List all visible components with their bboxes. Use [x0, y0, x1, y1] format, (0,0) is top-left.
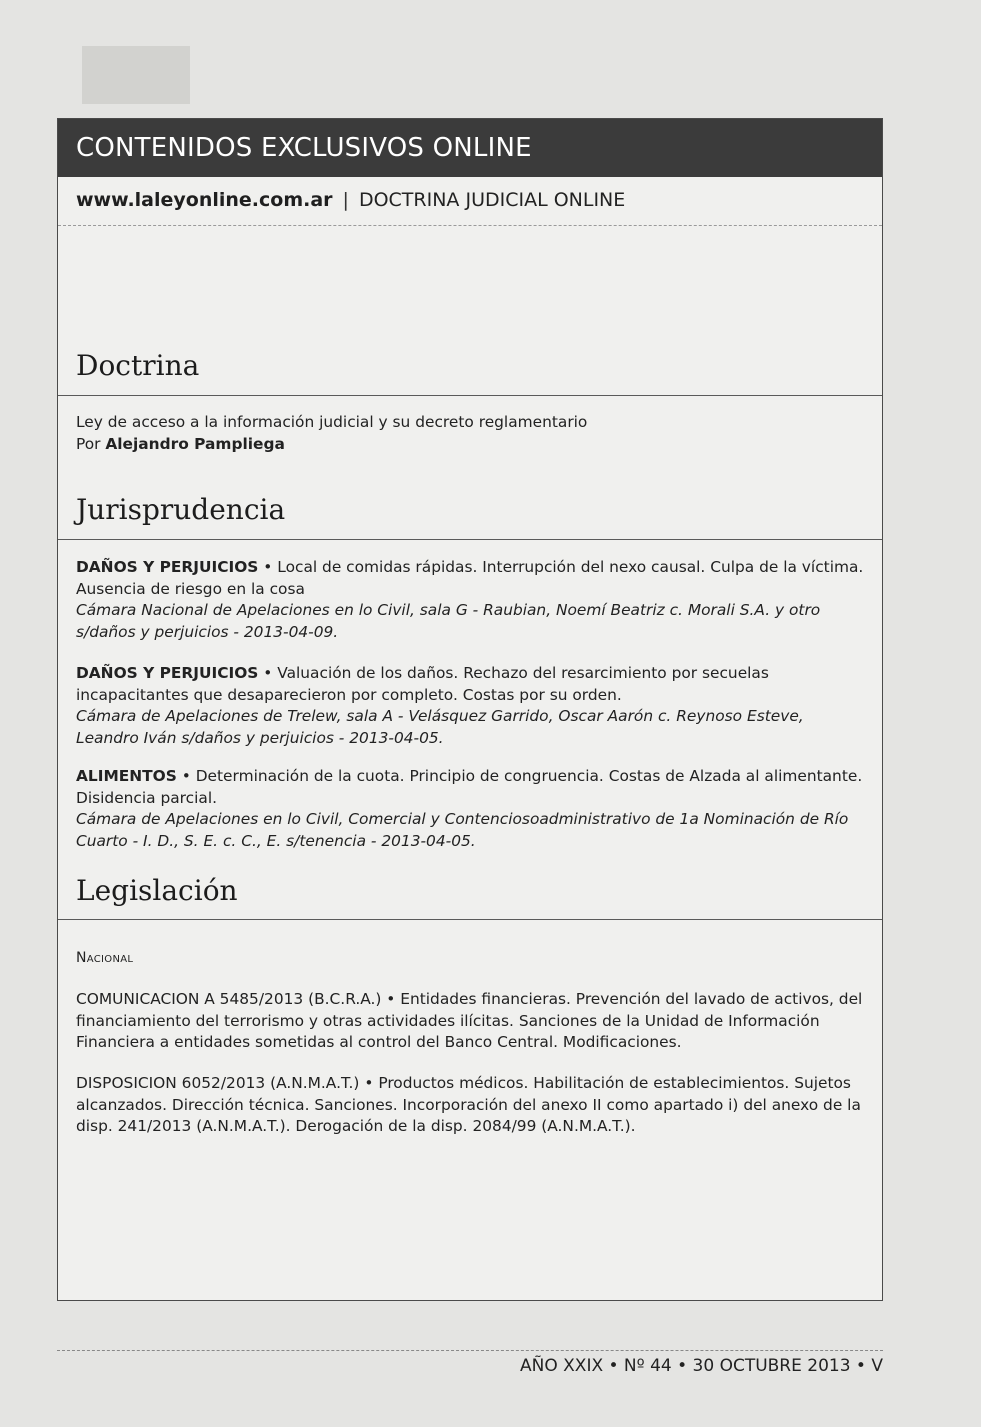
- entry-topic: DAÑOS Y PERJUICIOS: [76, 558, 259, 576]
- entry-court: Cámara Nacional de Apelaciones en lo Civil, sala G - Raubian, Noemí Beatriz c. Morali S.A. y otro s/daños y perjuicios - 2013-04-09.: [76, 601, 821, 641]
- box-header: [58, 119, 882, 177]
- entry-summary: Local de comidas rápidas. Interrupción del nexo causal. Culpa de la víctima. Ausencia de riesgo en la cosa: [76, 558, 864, 598]
- website-link[interactable]: www.laleyonline.com.ar: [76, 189, 333, 211]
- jurisprudencia-entry-3[interactable]: [76, 766, 868, 852]
- entry-summary: Determinación de la cuota. Principio de congruencia. Costas de Alzada al alimentante. Disidencia parcial.: [76, 767, 863, 807]
- bullet: •: [381, 990, 401, 1008]
- norm-summary: Entidades financieras. Prevención del lavado de activos, del financiamiento del terrorismo y otras actividades ilícitas. Sanciones de la Unidad de Información Financiera a entidades sometidas al control del Banco Central. Modificaciones.: [76, 990, 863, 1051]
- doctrina-author-line: [76, 434, 868, 456]
- norm-title: DISPOSICION 6052/2013 (A.N.M.A.T.): [76, 1074, 360, 1092]
- legislacion-entry-2[interactable]: [76, 1073, 868, 1138]
- entry-court: Cámara de Apelaciones en lo Civil, Comercial y Contenciosoadministrativo de 1a Nominación de Río Cuarto - I. D., S. E. c. C., E. s/tenencia - 2013-04-05.: [76, 810, 849, 850]
- bullet: •: [258, 558, 278, 576]
- entry-topic: ALIMENTOS: [76, 767, 177, 785]
- legislacion-entry-1[interactable]: [76, 989, 868, 1054]
- author-name: Alejandro Pampliega: [105, 434, 285, 453]
- page-footer: AÑO XXIX • Nº 44 • 30 OCTUBRE 2013 • V: [520, 1356, 883, 1376]
- doctrina-entry: [76, 412, 868, 455]
- jurisprudencia-rule: [58, 539, 882, 540]
- bullet: •: [176, 767, 196, 785]
- box-title: CONTENIDOS EXCLUSIVOS ONLINE: [76, 133, 532, 163]
- entry-summary: Valuación de los daños. Rechazo del resarcimiento por secuelas incapacitantes que desaparecieron por completo. Costas por su orden.: [76, 664, 769, 704]
- jurisprudencia-heading: Jurisprudencia: [76, 493, 286, 526]
- doctrina-heading: Doctrina: [76, 349, 200, 382]
- footer-divider: [57, 1350, 883, 1351]
- url-separator: |: [342, 189, 349, 211]
- entry-topic: DAÑOS Y PERJUICIOS: [76, 664, 259, 682]
- background-logo: [82, 46, 190, 104]
- legislacion-rule: [58, 919, 882, 920]
- scope-label: Nacional: [76, 950, 134, 966]
- doctrina-entry-title[interactable]: Ley de acceso a la información judicial y su decreto reglamentario: [76, 413, 588, 431]
- norm-summary: Productos médicos. Habilitación de establecimientos. Sujetos alcanzados. Dirección técnica. Sanciones. Incorporación del anexo II como apartado i) del anexo de la disp. 241/2013 (A.N.M.A.T.). Derogación de la disp. 2084/99 (A.N.M.A.T.).: [76, 1074, 861, 1135]
- header-divider: [58, 225, 882, 226]
- author-prefix: Por: [76, 434, 106, 453]
- online-content-box: [57, 118, 883, 1301]
- entry-court: Cámara de Apelaciones de Trelew, sala A - Velásquez Garrido, Oscar Aarón c. Reynoso Esteve, Leandro Iván s/daños y perjuicios - 2013-04-05.: [76, 707, 804, 747]
- legislacion-heading: Legislación: [76, 874, 238, 907]
- norm-title: COMUNICACION A 5485/2013 (B.C.R.A.): [76, 990, 382, 1008]
- legislacion-scope: [76, 948, 868, 970]
- bullet: •: [359, 1074, 379, 1092]
- url-row: [76, 189, 625, 211]
- jurisprudencia-entry-1[interactable]: [76, 557, 868, 643]
- doctrina-rule: [58, 395, 882, 396]
- bullet: •: [258, 664, 278, 682]
- section-subtitle: DOCTRINA JUDICIAL ONLINE: [358, 189, 626, 211]
- jurisprudencia-entry-2[interactable]: [76, 663, 868, 749]
